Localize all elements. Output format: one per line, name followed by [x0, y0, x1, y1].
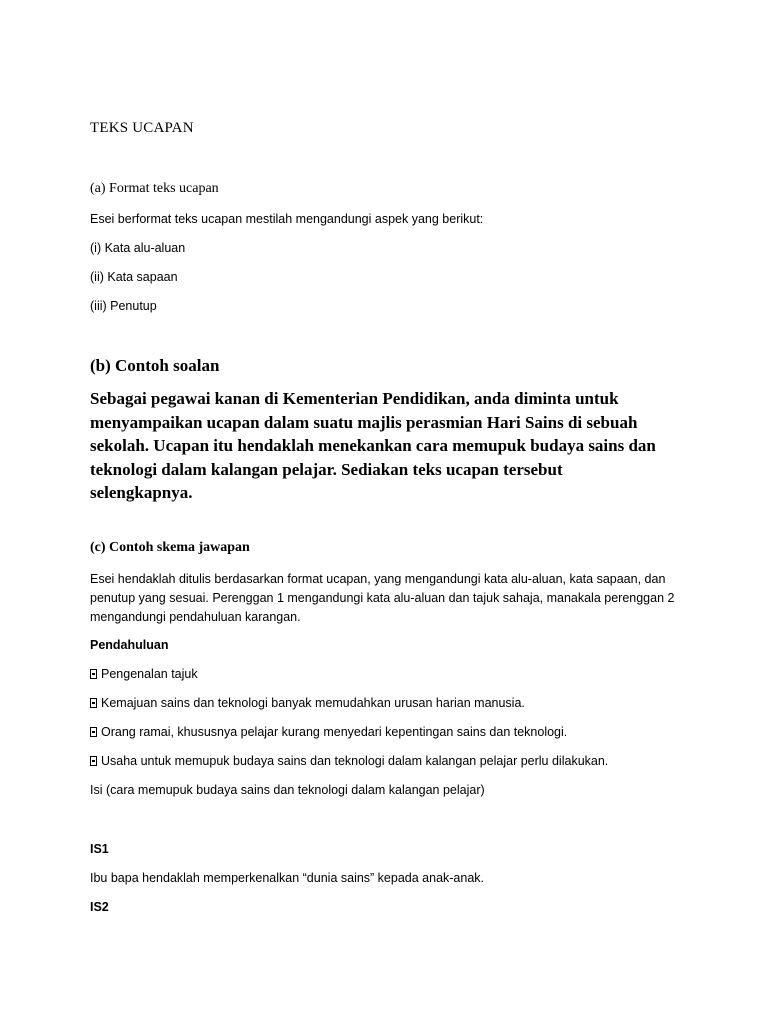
bullet-text: Kemajuan sains dan teknologi banyak memudahkan urusan harian manusia. [101, 696, 525, 710]
question-line: menyampaikan ucapan dalam suatu majlis perasmian Hari Sains di sebuah [90, 412, 638, 432]
question-line: Sebagai pegawai kanan di Kementerian Pendidikan, anda diminta untuk [90, 389, 619, 408]
section-b-heading: (b) Contoh soalan [90, 356, 220, 375]
bullet-text: Pengenalan tajuk [101, 667, 198, 681]
bullet-item [90, 696, 525, 710]
question-line: teknologi dalam kalangan pelajar. Sediakan teks ucapan tersebut [90, 459, 563, 479]
section-a-item: (ii) Kata sapaan [90, 270, 178, 284]
paragraph-line: mengandungi pendahuluan karangan. [90, 610, 301, 624]
bullet-text: Orang ramai, khususnya pelajar kurang menyedari kepentingan sains dan teknologi. [101, 725, 568, 739]
section-a-heading: (a) Format teks ucapan [90, 181, 219, 196]
pendahuluan-label: Pendahuluan [90, 638, 169, 652]
bullet-icon [90, 756, 97, 766]
paragraph-line: Esei hendaklah ditulis berdasarkan format ucapan, yang mengandungi kata alu-aluan, kata sapaan, dan [90, 572, 666, 586]
section-a-item: (iii) Penutup [90, 299, 157, 313]
bullet-item [90, 725, 567, 739]
isi-label: Isi (cara memupuk budaya sains dan teknologi dalam kalangan pelajar) [90, 783, 485, 797]
question-line: sekolah. Ucapan itu hendaklah menekankan cara memupuk budaya sains dan [90, 436, 656, 455]
is2-label: IS2 [90, 900, 109, 914]
bullet-icon [90, 698, 97, 708]
document-title: TEKS UCAPAN [90, 120, 194, 136]
bullet-text: Usaha untuk memupuk budaya sains dan teknologi dalam kalangan pelajar perlu dilakukan. [101, 754, 609, 768]
bullet-icon [90, 669, 97, 679]
bullet-item [90, 667, 198, 681]
section-b-question [90, 387, 690, 505]
question-line: selengkapnya. [90, 483, 193, 502]
section-c-paragraph [90, 570, 690, 627]
is1-label: IS1 [90, 842, 109, 856]
bullet-icon [90, 727, 97, 737]
is1-text: Ibu bapa hendaklah memperkenalkan “dunia sains” kepada anak-anak. [90, 871, 485, 885]
bullet-item [90, 754, 608, 768]
paragraph-line: penutup yang sesuai. Perenggan 1 mengandungi kata alu-aluan dan tajuk sahaja, manakala perenggan 2 [90, 591, 675, 605]
section-a-item: (i) Kata alu-aluan [90, 241, 186, 255]
section-c-heading: (c) Contoh skema jawapan [90, 540, 250, 555]
section-a-intro: Esei berformat teks ucapan mestilah mengandungi aspek yang berikut: [90, 212, 484, 226]
